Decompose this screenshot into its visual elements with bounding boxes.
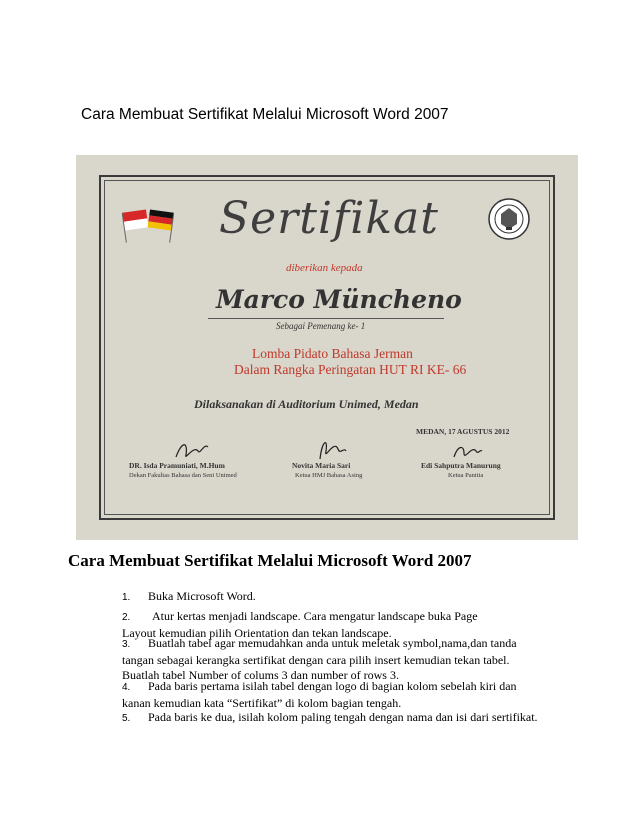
- signatory-1-role: Dekan Fakultas Bahasa dan Seni Unimed: [129, 472, 237, 479]
- list-item: [122, 636, 517, 684]
- step-text: Pada baris ke dua, isilah kolom paling tengah dengan nama dan isi dari sertifikat.: [148, 710, 538, 724]
- certificate-image: [76, 155, 578, 540]
- step-text: Buka Microsoft Word.: [148, 589, 256, 603]
- step-number: 3.: [122, 639, 131, 650]
- certificate-title: Sertifikat: [219, 193, 439, 244]
- list-item: [122, 710, 538, 727]
- step-text: Buatlah tabel Number of colums 3 dan number of rows 3.: [122, 668, 399, 682]
- signature-1-icon: [172, 437, 212, 463]
- signature-3-icon: [450, 439, 484, 463]
- step-text: tangan sebagai kerangka sertifikat dengan cara pilih insert kemudian tekan tabel.: [122, 652, 510, 667]
- signature-2-icon: [314, 435, 350, 463]
- signatory-2-role: Ketua HMJ Bahasa Asing: [295, 472, 363, 479]
- signatory-3-name: Edi Sahputra Manurung: [421, 461, 501, 470]
- certificate-venue: Dilaksanakan di Auditorium Unimed, Medan: [194, 397, 419, 411]
- article-heading: Cara Membuat Sertifikat Melalui Microsoft Word 2007: [68, 551, 472, 570]
- certificate-given-to: diberikan kepada: [286, 262, 363, 274]
- step-text: Layout kemudian pilih Orientation dan tekan landscape.: [122, 625, 392, 640]
- step-number: 2.: [122, 612, 131, 623]
- step-number: 5.: [122, 713, 131, 724]
- step-text: Atur kertas menjadi landscape. Cara mengatur landscape buka Page: [152, 609, 478, 623]
- page-title: Cara Membuat Sertifikat Melalui Microsoft Word 2007: [81, 106, 449, 123]
- certificate-event-line1: Lomba Pidato Bahasa Jerman: [252, 346, 413, 361]
- step-text: Buatlah tabel agar memudahkan anda untuk meletak symbol,nama,dan tanda: [148, 636, 517, 650]
- step-text: Pada baris pertama isilah tabel dengan logo di bagian kolom sebelah kiri dan: [148, 679, 517, 693]
- university-emblem-icon: [487, 196, 531, 242]
- step-number: 4.: [122, 682, 131, 693]
- certificate-recipient-role: Sebagai Pemenang ke- 1: [276, 321, 366, 331]
- certificate-recipient: Marco Müncheno: [216, 285, 462, 314]
- step-text: kanan kemudian kata “Sertifikat” di kolom bagian tengah.: [122, 695, 402, 710]
- flags-icon: [122, 205, 174, 245]
- signatory-3-role: Ketua Panitia: [448, 472, 484, 479]
- list-item: [122, 589, 256, 606]
- step-number: 1.: [122, 592, 131, 603]
- signatory-2-name: Novita Maria Sari: [292, 461, 351, 470]
- signatory-1-name: DR. Isda Pramuniati, M.Hum: [129, 461, 225, 470]
- certificate-date: MEDAN, 17 AGUSTUS 2012: [416, 427, 510, 436]
- certificate-event-line2: Dalam Rangka Peringatan HUT RI KE- 66: [234, 362, 467, 377]
- list-item: [122, 679, 517, 711]
- recipient-underline: [208, 318, 444, 319]
